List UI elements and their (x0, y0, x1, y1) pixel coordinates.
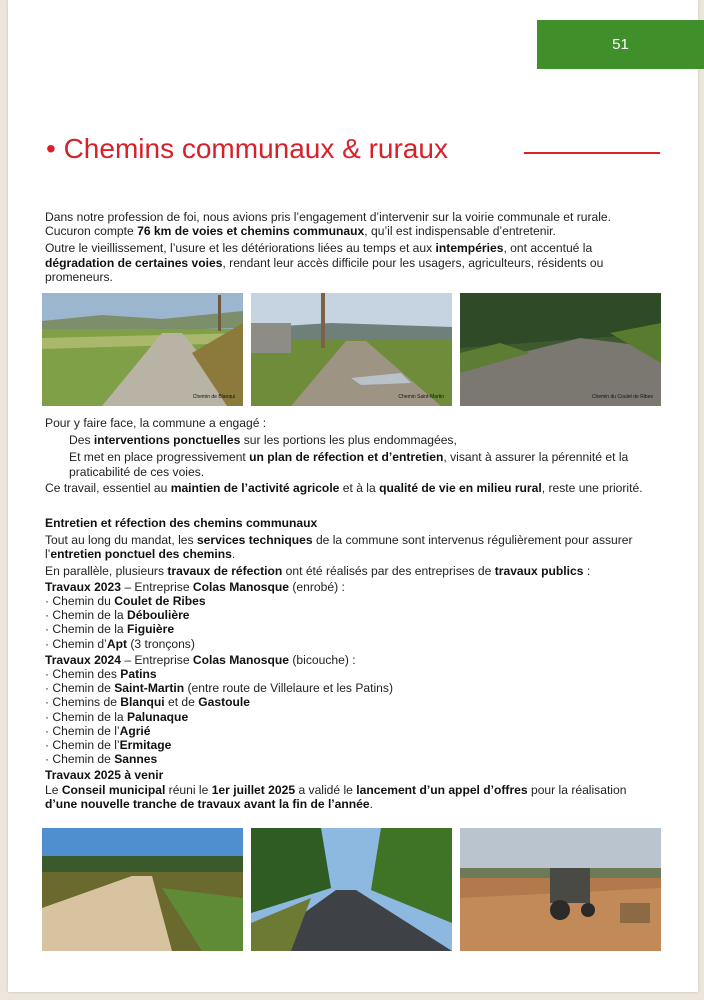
photo-tractor-works (460, 828, 661, 951)
list-item: · Chemin du Coulet de Ribes (45, 594, 206, 609)
photo-chemin-coulet-de-ribes (460, 293, 661, 406)
intro-paragraph-2: Outre le vieillissement, l’usure et les détériorations liées au temps et aux intempéries, ont accentué la dégradation de certaines voies, rendant leur accès difficile pour les usagers, agriculteurs, résidents ou promeneurs. (45, 241, 604, 284)
intro-text (45, 210, 657, 284)
travaux-2025-heading: Travaux 2025 à venir (45, 768, 164, 783)
photo-caption: Chemin du Coulet de Ribes (591, 394, 653, 400)
travaux-2023-heading: Travaux 2023 – Entreprise Colas Manosque (enrobé) : (45, 579, 345, 594)
title-rule (524, 152, 660, 154)
list-item: · Chemin de Sannes (45, 752, 158, 767)
engagement-block (45, 416, 657, 495)
travaux-2025-paragraph: Le Conseil municipal réuni le 1er juillet 2025 a validé le lancement d’un appel d’offres pour la réalisation d’une nouvelle tranche de travaux avant la fin de l’année. (45, 782, 627, 811)
section-heading: Entretien et réfection des chemins communaux (45, 516, 318, 530)
engagement-item-2: Et met en place progressivement un plan de réfection et d’entretien, visant à assurer la pérennité et la praticabilité de ces voies. (69, 450, 629, 479)
page-title: • Chemins communaux & ruraux (46, 133, 448, 164)
list-item: · Chemin de la Figuière (45, 622, 175, 637)
engagement-item-1: Des interventions ponctuelles sur les portions les plus endommagées, (69, 433, 457, 448)
section-block (45, 516, 657, 811)
list-item: · Chemins de Blanqui et de Gastoule (45, 695, 250, 710)
engagement-lead: Pour y faire face, la commune a engagé : (45, 416, 267, 430)
list-item: · Chemin d’Apt (3 tronçons) (45, 636, 195, 651)
photo-caption: Chemin de Blanqui (192, 394, 235, 400)
page-number-tab: 51 (537, 20, 704, 69)
brochure-page (8, 0, 698, 992)
photo-chemin-saint-martin (251, 293, 452, 406)
engagement-paragraph: Ce travail, essentiel au maintien de l’activité agricole et à la qualité de vie en milieu rural, reste une priorité. (45, 480, 643, 495)
list-item: · Chemin de la Déboulière (45, 608, 190, 623)
photo-caption: Chemin Saint-Martin (398, 394, 444, 400)
photo-paved-road (251, 828, 452, 951)
section-paragraph-1: Tout au long du mandat, les services techniques de la commune sont intervenus régulièrement pour assurer l’entretien ponctuel des chemins. (45, 533, 633, 562)
photo-gravel-road (42, 828, 243, 951)
intro-paragraph-1: Dans notre profession de foi, nous avions pris l’engagement d’intervenir sur la voirie communale et rurale. Cucuron compte 76 km de voies et chemins communaux, qu’il est indispensable d’entretenir. (45, 210, 612, 239)
list-item: · Chemin de la Palunaque (45, 709, 189, 724)
list-item: · Chemin des Patins (45, 667, 157, 682)
list-item: · Chemin de l’Ermitage (45, 738, 172, 753)
list-item: · Chemin de l’Agrié (45, 723, 151, 738)
travaux-2024-heading: Travaux 2024 – Entreprise Colas Manosque (bicouche) : (45, 652, 356, 667)
photo-chemin-blanqui (42, 293, 243, 406)
list-item: · Chemin de Saint-Martin (entre route de Villelaure et les Patins) (45, 681, 393, 696)
section-paragraph-2: En parallèle, plusieurs travaux de réfection ont été réalisés par des entreprises de travaux publics : (45, 563, 591, 578)
